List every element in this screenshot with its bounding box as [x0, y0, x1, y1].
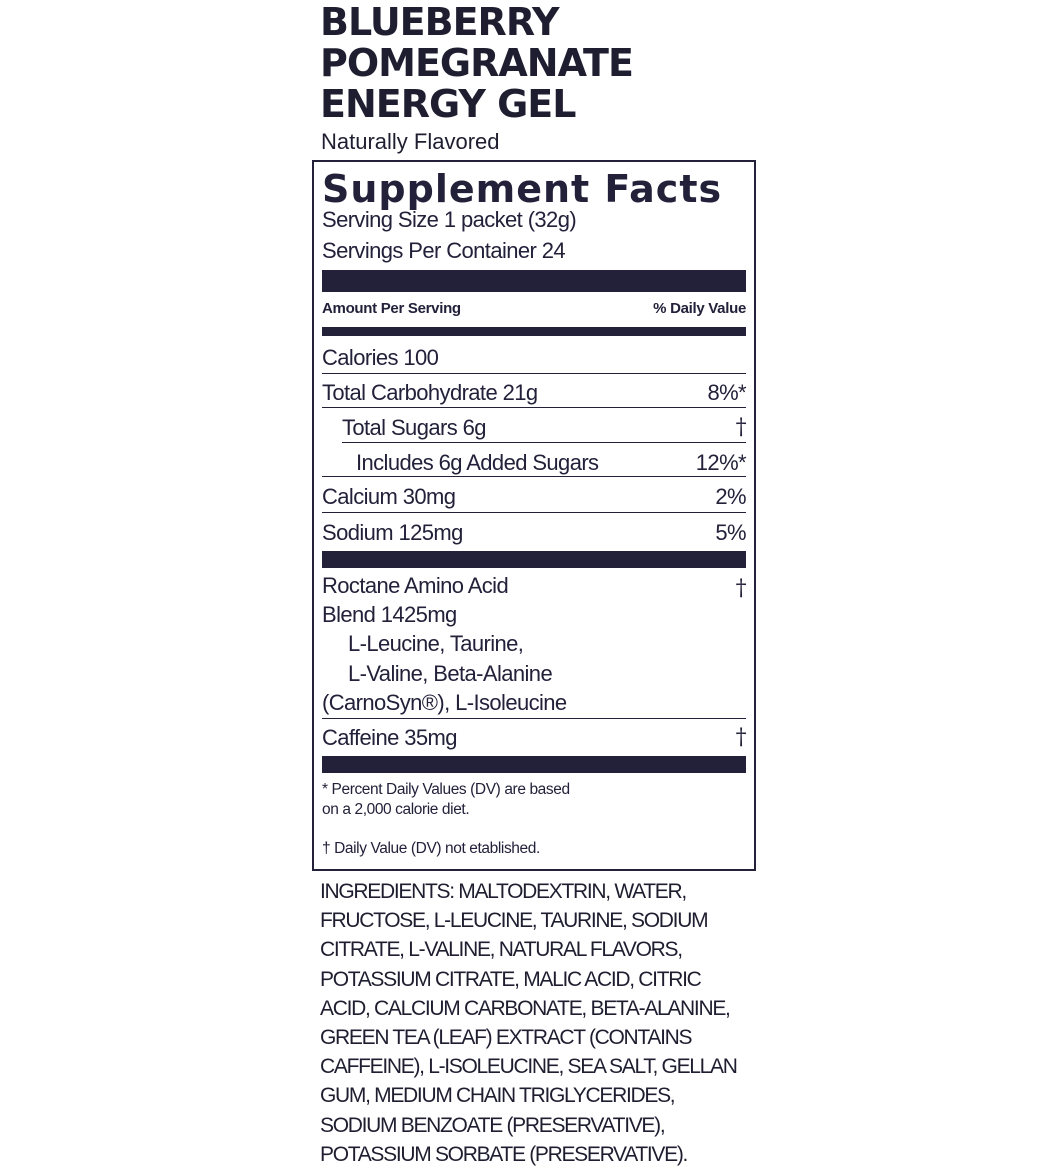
ingredients-line: SODIUM BENZOATE (PRESERVATIVE), — [320, 1113, 665, 1137]
calories-label: Calories 100 — [322, 345, 439, 370]
amino-blend-line-1: Roctane Amino Acid — [322, 573, 509, 598]
amount-per-serving-header: Amount Per Serving — [322, 300, 461, 317]
footnote-dv-line-1: * Percent Daily Values (DV) are based — [322, 781, 570, 798]
ingredients-line: POTASSIUM SORBATE (PRESERVATIVE). — [320, 1142, 688, 1166]
footnote-dagger: † Daily Value (DV) not etablished. — [322, 840, 540, 857]
added-sugars-dv: 12%* — [695, 450, 746, 475]
ingredients-line: GUM, MEDIUM CHAIN TRIGLYCERIDES, — [320, 1084, 675, 1108]
product-title-line-3: ENERGY GEL — [320, 82, 576, 126]
daily-value-header: % Daily Value — [653, 300, 746, 317]
ingredients-line: FRUCTOSE, L-LEUCINE, TAURINE, SODIUM — [320, 909, 708, 933]
amino-blend-sub-line-3: (CarnoSyn®), L-Isoleucine — [322, 690, 567, 715]
ingredients-line: CAFFEINE), L-ISOLEUCINE, SEA SALT, GELLAN — [320, 1055, 737, 1079]
servings-per-container: Servings Per Container 24 — [322, 238, 566, 263]
total-carbohydrate-dv: 8%* — [707, 380, 746, 405]
ingredients-line: ACID, CALCIUM CARBONATE, BETA-ALANINE, — [320, 996, 730, 1020]
ingredients-line: CITRATE, L-VALINE, NATURAL FLAVORS, — [320, 938, 682, 962]
amino-blend-dv: † — [735, 576, 746, 601]
thick-divider — [322, 270, 746, 292]
ingredients-line: INGREDIENTS: MALTODEXTRIN, WATER, — [320, 880, 686, 903]
row-divider — [342, 442, 746, 443]
calcium-dv: 2% — [715, 484, 746, 509]
amino-blend-sub-line-2: L-Valine, Beta-Alanine — [348, 661, 553, 686]
medium-divider — [322, 327, 746, 336]
row-divider — [322, 407, 746, 408]
added-sugars-label: Includes 6g Added Sugars — [356, 450, 599, 475]
thick-divider — [322, 756, 746, 773]
product-title-line-2: POMEGRANATE — [320, 41, 633, 85]
serving-size: Serving Size 1 packet (32g) — [322, 207, 577, 232]
sodium-label: Sodium 125mg — [322, 520, 463, 545]
ingredients-list — [320, 877, 760, 1169]
row-divider — [322, 373, 746, 374]
supplement-facts-panel — [312, 160, 756, 871]
amino-blend-sub-line-1: L-Leucine, Taurine, — [348, 631, 524, 656]
row-divider — [322, 512, 746, 513]
product-subtitle: Naturally Flavored — [321, 129, 500, 154]
caffeine-dv: † — [735, 725, 746, 750]
ingredients-line: GREEN TEA (LEAF) EXTRACT (CONTAINS — [320, 1026, 692, 1050]
thick-divider — [322, 551, 746, 568]
product-title — [320, 2, 633, 125]
sodium-dv: 5% — [715, 520, 746, 545]
calcium-label: Calcium 30mg — [322, 484, 456, 509]
amino-blend-line-2: Blend 1425mg — [322, 602, 457, 627]
total-sugars-label: Total Sugars 6g — [342, 415, 486, 440]
facts-heading: Supplement Facts — [322, 167, 723, 211]
ingredients-line: POTASSIUM CITRATE, MALIC ACID, CITRIC — [320, 967, 701, 991]
footnote-dv-line-2: on a 2,000 calorie diet. — [322, 801, 470, 818]
product-title-line-1: BLUEBERRY — [320, 0, 559, 44]
row-divider — [322, 718, 746, 719]
total-carbohydrate-label: Total Carbohydrate 21g — [322, 380, 538, 405]
caffeine-label: Caffeine 35mg — [322, 725, 457, 750]
total-sugars-dv: † — [735, 415, 746, 440]
row-divider — [322, 476, 746, 477]
